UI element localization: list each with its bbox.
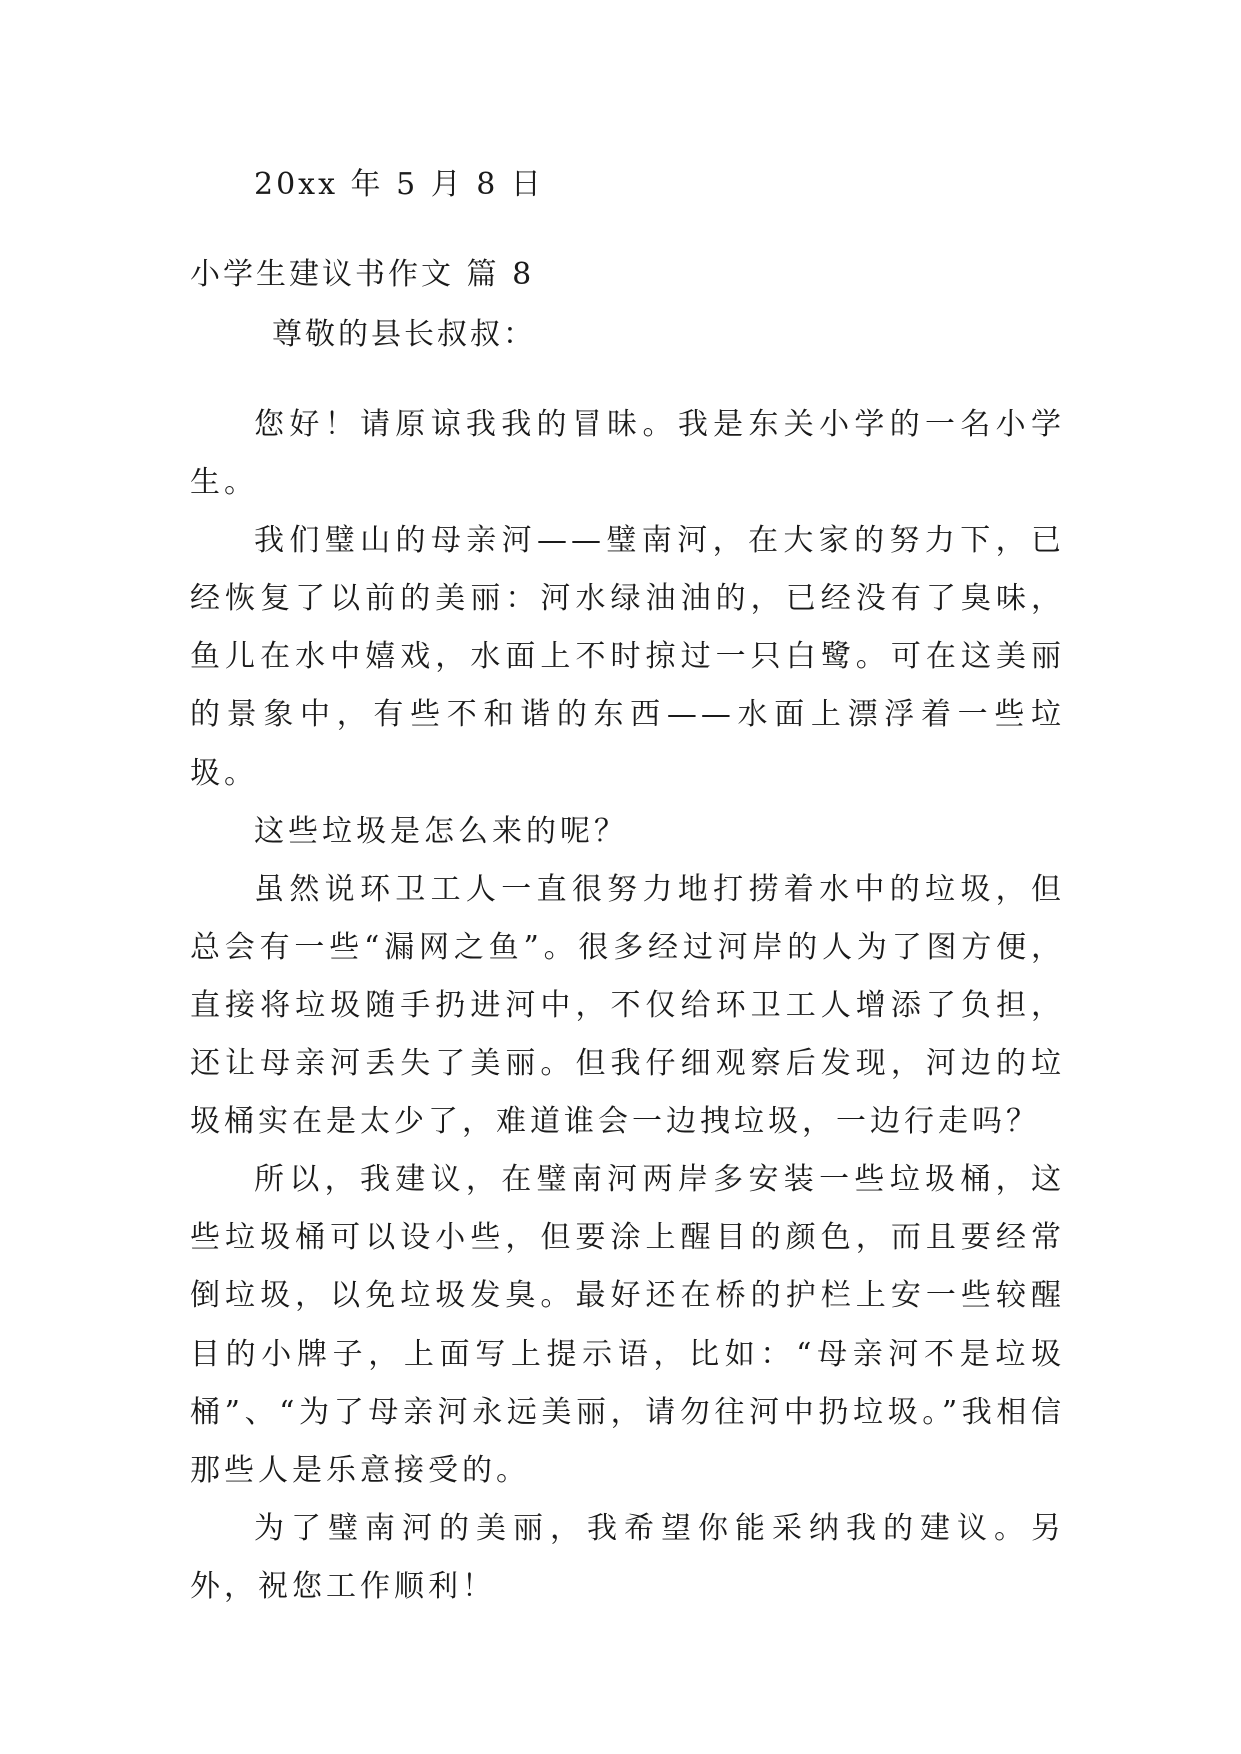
paragraph: 所以，我建议，在璧南河两岸多安装一些垃圾桶，这些垃圾桶可以设小些，但要涂上醒目的颜色，而且要经常倒垃圾，以免垃圾发臭。最好还在桥的护栏上安一些较醒目的小牌子，上面写上提示语，比如：“母亲河不是垃圾桶”、“为了母亲河永远美丽，请勿往河中扔垃圾。”我相信那些人是乐意接受的。 bbox=[190, 1162, 1065, 1488]
paragraph: 为了璧南河的美丽，我希望你能采纳我的建议。另外，祝您工作顺利！ bbox=[190, 1510, 1065, 1604]
paragraph: 虽然说环卫工人一直很努力地打捞着水中的垃圾，但总会有一些“漏网之鱼”。很多经过河岸的人为了图方便，直接将垃圾随手扔进河中，不仅给环卫工人增添了负担，还让母亲河丢失了美丽。但我仔细观察后发现，河边的垃圾桶实在是太少了，难道谁会一边拽垃圾，一边行走吗？ bbox=[190, 871, 1065, 1140]
salutation: 尊敬的县长叔叔： bbox=[272, 317, 536, 352]
letter-body bbox=[190, 396, 1065, 1616]
paragraph: 这些垃圾是怎么来的呢？ bbox=[254, 813, 628, 849]
paragraph: 我们璧山的母亲河——璧南河，在大家的努力下，已经恢复了以前的美丽：河水绿油油的，已经没有了臭味，鱼儿在水中嬉戏，水面上不时掠过一只白鹭。可在这美丽的景象中，有些不和谐的东西——水面上漂浮着一些垃圾。 bbox=[190, 523, 1065, 791]
essay-heading: 小学生建议书作文 篇 8 bbox=[190, 257, 535, 292]
letter-date: 20xx 年 5 月 8 日 bbox=[254, 167, 544, 202]
paragraph: 您好！请原谅我我的冒昧。我是东关小学的一名小学生。 bbox=[190, 407, 1065, 501]
